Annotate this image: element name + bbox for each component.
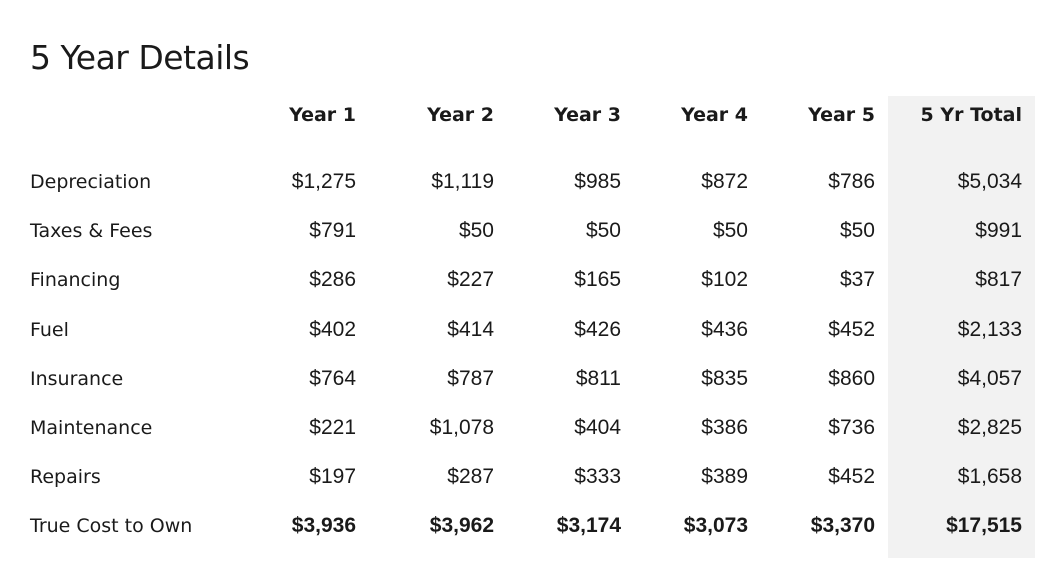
cell-insurance-year-3: $811 [575,367,621,390]
cell-taxes-fees-year-3: $50 [585,219,621,242]
column-header-year-4: Year 4 [681,104,748,126]
cell-depreciation-year-1: $1,275 [291,170,356,193]
cell-maintenance-year-4: $386 [701,416,748,439]
column-header-year-5: Year 5 [808,104,875,126]
cell-maintenance-year-3: $404 [574,416,621,439]
page-title: 5 Year Details [30,38,250,77]
row-label-true-cost-to-own: True Cost to Own [30,515,193,537]
row-label-taxes-fees: Taxes & Fees [30,220,153,242]
cell-true-cost-to-own-year-2: $3,962 [429,514,494,537]
cell-fuel-year-1: $402 [309,318,356,341]
cell-financing-year-3: $165 [574,268,621,291]
cell-fuel-year-3: $426 [574,318,621,341]
cell-insurance-year-1: $764 [309,367,356,390]
cell-depreciation-year-2: $1,119 [431,170,494,193]
cell-insurance-5-yr-total: $4,057 [957,367,1022,390]
row-label-financing: Financing [30,269,121,291]
cell-depreciation-year-5: $786 [828,170,875,193]
cell-insurance-year-5: $860 [828,367,875,390]
cell-maintenance-year-5: $736 [828,416,875,439]
column-header-year-3: Year 3 [554,104,621,126]
row-label-maintenance: Maintenance [30,417,153,439]
column-header-5-yr-total: 5 Yr Total [920,104,1022,126]
cell-depreciation-5-yr-total: $5,034 [957,170,1022,193]
cell-repairs-year-3: $333 [574,465,621,488]
cell-repairs-year-4: $389 [701,465,748,488]
cell-repairs-year-2: $287 [447,465,494,488]
cell-financing-year-5: $37 [839,268,875,291]
cell-true-cost-to-own-year-4: $3,073 [683,514,748,537]
cell-true-cost-to-own-year-5: $3,370 [810,514,875,537]
row-label-insurance: Insurance [30,368,124,390]
cell-repairs-year-1: $197 [309,465,356,488]
cell-taxes-fees-year-2: $50 [458,219,494,242]
cell-financing-year-4: $102 [701,268,748,291]
column-header-year-2: Year 2 [427,104,494,126]
cell-true-cost-to-own-year-1: $3,936 [291,514,356,537]
cell-fuel-year-4: $436 [701,318,748,341]
cell-depreciation-year-3: $985 [574,170,621,193]
cell-maintenance-year-2: $1,078 [429,416,494,439]
cell-fuel-year-2: $414 [447,318,494,341]
row-label-fuel: Fuel [30,319,69,341]
cell-maintenance-5-yr-total: $2,825 [957,416,1022,439]
column-header-year-1: Year 1 [289,104,356,126]
cell-financing-5-yr-total: $817 [975,268,1022,291]
cell-true-cost-to-own-year-3: $3,174 [556,514,621,537]
cell-taxes-fees-year-5: $50 [839,219,875,242]
cell-repairs-5-yr-total: $1,658 [957,465,1022,488]
cell-repairs-year-5: $452 [828,465,875,488]
row-label-repairs: Repairs [30,466,101,488]
cell-insurance-year-4: $835 [701,367,748,390]
cell-financing-year-1: $286 [309,268,356,291]
cell-fuel-5-yr-total: $2,133 [957,318,1022,341]
cell-insurance-year-2: $787 [447,367,494,390]
cell-taxes-fees-year-4: $50 [712,219,748,242]
cell-fuel-year-5: $452 [828,318,875,341]
cell-maintenance-year-1: $221 [309,416,356,439]
cell-depreciation-year-4: $872 [701,170,748,193]
cell-financing-year-2: $227 [447,268,494,291]
cell-true-cost-to-own-5-yr-total: $17,515 [946,514,1022,537]
cell-taxes-fees-year-1: $791 [309,219,356,242]
cell-taxes-fees-5-yr-total: $991 [975,219,1022,242]
row-label-depreciation: Depreciation [30,171,152,193]
